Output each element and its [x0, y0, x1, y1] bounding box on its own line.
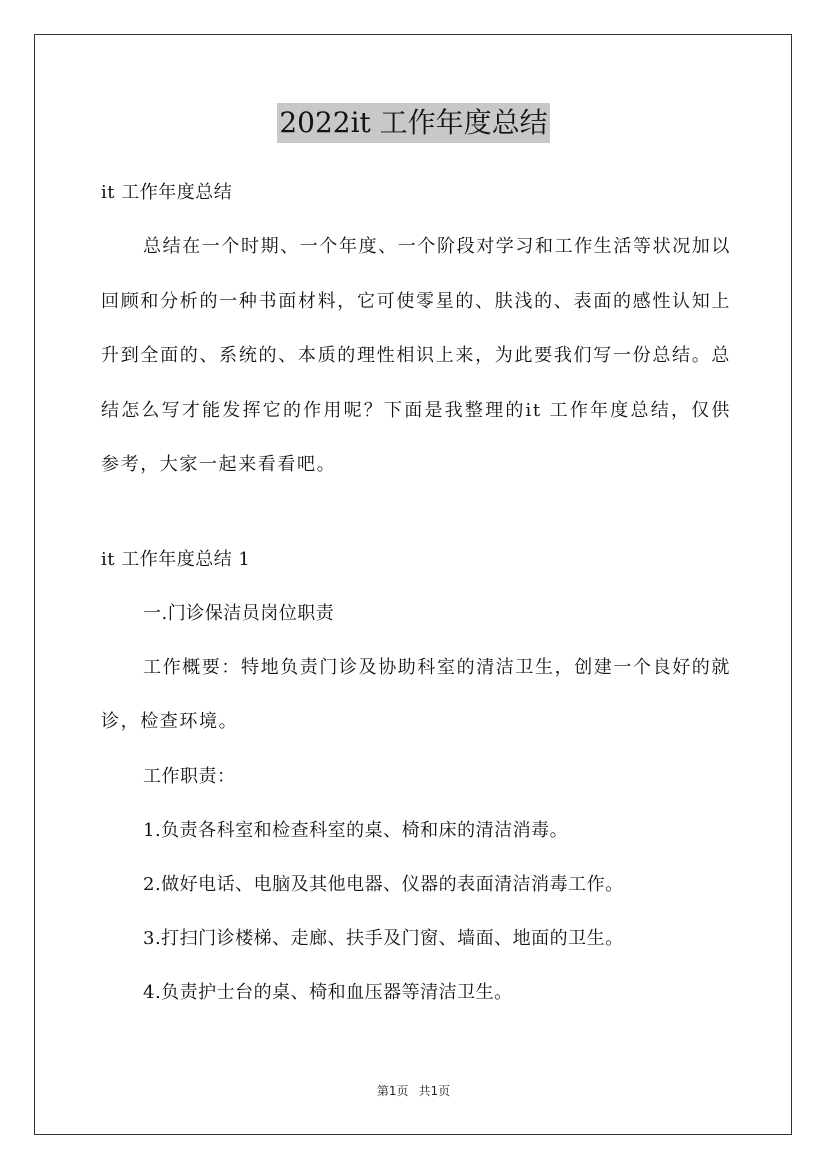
intro-paragraph: 总结在一个时期、一个年度、一个阶段对学习和工作生活等状况加以回顾和分析的一种书面材料，它可使零星的、肤浅的、表面的感性认知上升到全面的、系统的、本质的理性相识上来，为此要我们写一份总结。总结怎么写才能发挥它的作用呢？下面是我整理的it 工作年度总结，仅供参考，大家一起来看看吧。: [101, 236, 731, 475]
paragraph-spacer: [101, 493, 731, 533]
document-subtitle: it 工作年度总结: [101, 182, 233, 203]
duty-item: 4.负责护士台的桌、椅和血压器等清洁卫生。: [143, 981, 513, 1003]
page-footer: [0, 1082, 827, 1099]
section-heading: it 工作年度总结 1: [101, 548, 251, 570]
page-number-total: 共1页: [418, 1084, 451, 1098]
document-title: 2022it 工作年度总结: [277, 103, 549, 143]
document-body: [101, 166, 731, 1020]
page-number-current: 第1页: [376, 1084, 409, 1098]
duties-label: 工作职责：: [143, 765, 236, 787]
item-heading: 一.门诊保洁员岗位职责: [143, 602, 335, 624]
duty-item: 3.打扫门诊楼梯、走廊、扶手及门窗、墙面、地面的卫生。: [143, 927, 624, 949]
title-container: [0, 103, 827, 143]
overview-paragraph: 工作概要：特地负责门诊及协助科室的清洁卫生，创建一个良好的就诊，检查环境。: [101, 656, 731, 732]
duty-item: 1.负责各科室和检查科室的桌、椅和床的清洁消毒。: [143, 819, 569, 841]
duty-item: 2.做好电话、电脑及其他电器、仪器的表面清洁消毒工作。: [143, 873, 624, 895]
